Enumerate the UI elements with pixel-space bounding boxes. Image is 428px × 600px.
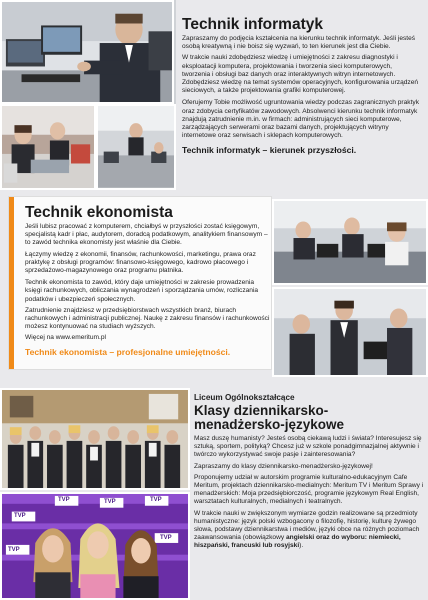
tvp-logo: TVP xyxy=(8,547,20,553)
liceum-invite: Zapraszamy do klasy dziennikarsko-menadżersko-językowej! xyxy=(194,462,373,470)
liceum-title-line2: menadżersko-językowe xyxy=(194,416,345,432)
tvp-logo: TVP xyxy=(14,513,26,519)
classroom-photo xyxy=(96,104,176,190)
liceum-title-line1: Klasy dziennikarsko- xyxy=(194,403,329,418)
ekonomista-title: Technik ekonomista xyxy=(25,204,173,221)
liceum-subjects: W trakcie nauki w zwiększonym wymiarze godzin realizowane są przedmioty humanistyczne: język polski wzbogacony o filozofię, historię, kulturę żywego słowa, podstawy dziennikarstwa i mediów, języki obce na różnych poziomach zaawansowania (obowiązkowy angielski oraz do wyboru: niemiecki, hiszpański, francuski lub rosyjski). xyxy=(194,509,420,550)
workshop-photo xyxy=(0,104,96,190)
ekonomista-employment: Zatrudnienie znajdziesz w przedsiębiorstwach wszystkich branż, biurach rachunkowych i administracji publicznej. Naukę z zakresu finansów i rachunkowości możesz kontynuować na studiach wyższych. xyxy=(25,306,270,331)
informatyk-intro: Zapraszamy do podjęcia kształcenia na kierunku technik informatyk. Jeśli jesteś osobą kreatywną i nie boisz się wyzwań, to ten kierunek jest dla Ciebie. xyxy=(182,35,416,51)
computer-lab-photo xyxy=(0,0,174,104)
tvp-logo: TVP xyxy=(104,499,116,505)
ekonomista-intro: Jeśli lubisz pracować z komputerem, chciałbyś w przyszłości zostać księgowym, specjalistą kadr i płac, audytorem, doradcą podatkowym, analitykiem finansowym – to zawód technika ekonomisty jest właśnie dla Ciebie. xyxy=(25,223,268,247)
informatyk-offer: Oferujemy Tobie możliwość ugruntowania wiedzy podczas zagranicznych praktyk oraz zdobycia certyfikatów zawodowych. Absolwenci kierunku technik informatyk znajdują zatrudnienie m.in. w firmach: administrujących sieci komputerowe, zarządzających serwerami oraz bazami danych, projektujących witryny internetowe oraz serwisach i sklepach komputerowych. xyxy=(182,99,419,140)
liceum-intro: Masz duszę humanisty? Jesteś osobą ciekawą ludzi i świata? Interesujesz się sztuką, sportem, polityką? Chcesz już w szkole ponadgimnazjalnej aktywnie i twórczo wykorzystywać swoje pasje i zainteresowania? xyxy=(194,435,422,459)
liceum-languages: angielski oraz do wyboru: niemiecki, hiszpański, francuski lub rosyjski xyxy=(194,534,401,550)
ekonomista-panel xyxy=(9,197,271,369)
tvp-logo: TVP xyxy=(150,497,162,503)
informatyk-text xyxy=(182,16,422,155)
tvp-logo: TVP xyxy=(58,497,70,503)
ekonomista-section xyxy=(0,189,428,384)
students-computers-photo xyxy=(272,199,428,285)
tv-studio-photo xyxy=(0,492,190,600)
informatyk-title: Technik informatyk xyxy=(182,16,323,33)
liceum-pretitle: Liceum Ogólnokształcące xyxy=(194,393,295,402)
students-class-photo xyxy=(272,287,428,377)
tvp-logo: TVP xyxy=(160,535,172,541)
ekonomista-skills: Technik ekonomista to zawód, który daje umiejętności w zakresie prowadzenia księgi rachunkowych, obliczania wynagrodzeń i sporządzania umów, rozliczania podatków i ubezpieczeń społecznych. xyxy=(25,279,259,303)
liceum-title xyxy=(194,404,424,431)
group-photo xyxy=(0,388,190,490)
liceum-program: Proponujemy udział w autorskim programie kulturalno-edukacyjnym Cafe Meritum, projektach dziennikarsko-medialnych: Meritum TV i Meritum Sprawy i menadżerskich: Moja przedsiębiorczość, programie językowym Real English, warsztatach kulturalnych, medialnych i teatralnych. xyxy=(194,473,424,506)
ekonomista-knowledge: Łączymy wiedzę z ekonomii, finansów, rachunkowości, marketingu, prawa oraz praktykę z obsługi programów: finansowo-księgowego, kadrowo płacowego i sprzedażowo-magazynowego oraz programu płatnika. xyxy=(25,250,256,275)
informatyk-tagline: Technik informatyk – kierunek przyszłości. xyxy=(182,145,357,156)
informatyk-description: W trakcie nauki zdobędziesz wiedzę i umiejętności z zakresu diagnostyki i eksploatacji komputera, projektowania i tworzenia sieci komputerowych, tworzenia i obsługi baz danych oraz interaktywnych witryn internetowych. Zdobędziesz wiedzę na temat systemów operacyjnych, konfigurowania urządzeń sieciowych, a także projektowania grafiki komputerowej. xyxy=(182,54,419,95)
ekonomista-tagline: Technik ekonomista – profesjonalne umiejętności. xyxy=(25,346,231,357)
liceum-text xyxy=(194,393,424,554)
ekonomista-website: Więcej na www.emeritum.pl xyxy=(25,334,106,342)
liceum-photo-collage xyxy=(0,388,190,600)
informatyk-photo-collage xyxy=(0,0,176,190)
